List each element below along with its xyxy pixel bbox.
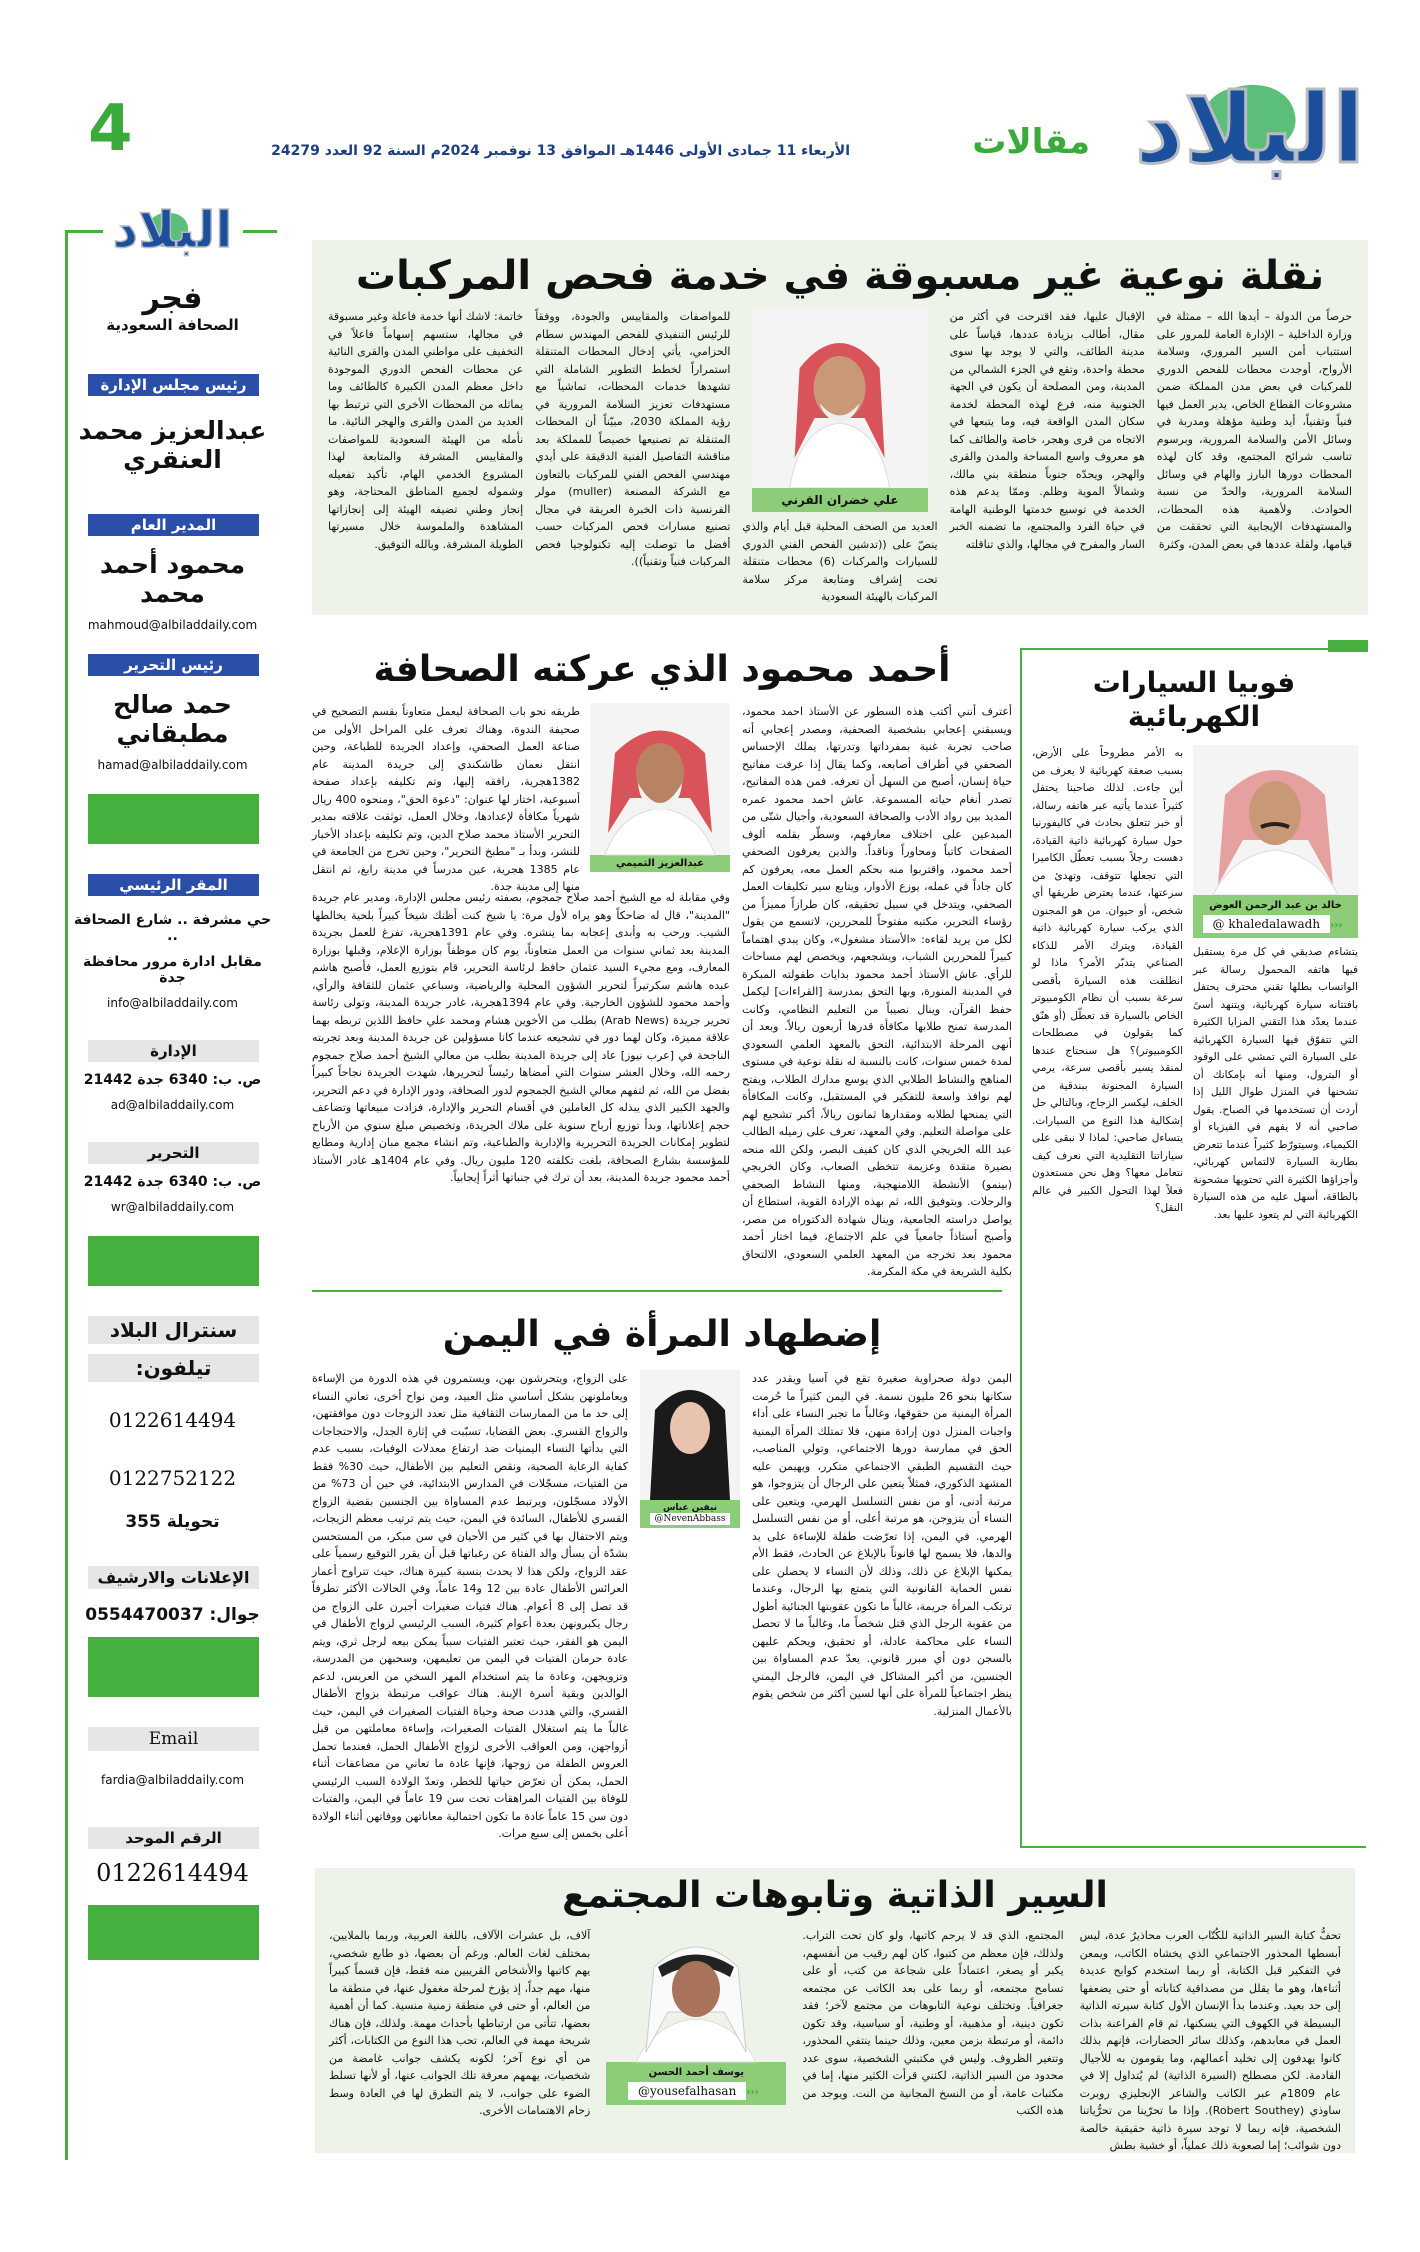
author-caption: عبدالعزيز التميمي: [590, 855, 730, 872]
twitter-handle[interactable]: @ khaledalawadh: [1203, 915, 1331, 933]
logo-text: البلاد: [1134, 73, 1365, 185]
unified-number: 0122614494: [96, 1859, 249, 1887]
article-column: طريقه نحو باب الصحافة ليعمل متعاوناً بقسم التصحيح في صحيفة الندوة، وهناك تعرف على المراحل الأولى من صناعة العمل الصحفي، وإعداد الجريدة للطباعة، وحين انتقل نعمان طاشكندي إلى جريدة المدينة عام 1382هجرية، رافقه إليها، وتم تكليفه بإعداد صفحة أسبوعية، اختار لها عنوان: "دعوة الحق"، ومنحوه 400 ريال شهرياً مكافأة لإعدادها، وخلال العمل، توثقت علاقته بمدير التحرير الأستاذ محمد صلاح الدين، وتم تكليفه بإعداد الأخبار للنشر، وبدأ بـ "مطبخ التحرير"، وحين تخرج من الجامعة في عام 1385 هجرية، عين مدرساً في مدينة رابغ، ثم انتقل منها إلى مدينة جدة.: [312, 705, 580, 894]
article-column: الإقبال عليها، فقد اقترحت في أكثر من مقال، أطالب بزيادة عددها، قياساً على مدينة الطائف، والتي لا يوجد بها سوى محطة واحدة، وتقع في الجزء الشمالي من المدينة، ومن المصلحة أن يكون في الجهة الجنوبية منه، فرع لهذه المحطة لخدمة سكان المدن الواقعة فيه، وما يتبعها في الاتجاه من قرى وهجر، خاصة والطائف كما هو معروف واسع المساحة والمدن والقرى والهجر، ويحدّه جنوباً منطقة بني مالك، وشمالاً الموية وظلم. وممّا يدعم هذه الخدمة في توسيع خدمتها الوطنية الهامة في حياة الفرد والمجتمع، ما تضمنه الخبر السار والمفرح في مجالها، والذي تناقلته: [949, 310, 1145, 551]
section-divider: [312, 1290, 1002, 1292]
divider-bar: [88, 1905, 259, 1960]
author-photo: [752, 308, 927, 488]
central-label: سنترال البلاد: [88, 1316, 259, 1344]
author-name: نيفين عباس: [662, 1503, 718, 1514]
phone-label: تيلفون:: [88, 1354, 259, 1382]
author-photo: [606, 1927, 786, 2062]
corner-accent: [1328, 640, 1368, 652]
article-ev-phobia: [1020, 648, 1366, 1848]
tagline: فجر: [142, 281, 203, 316]
portrait-icon: [1193, 745, 1358, 895]
article-memoirs: [315, 1868, 1355, 2153]
article-yemen-women: [312, 1305, 1012, 1850]
editor-email[interactable]: hamad@albiladdaily.com: [97, 758, 248, 772]
author-caption: [640, 1500, 740, 1528]
extension: تحويلة 355: [125, 1512, 220, 1532]
sidebar-logo: [103, 201, 243, 275]
admin-email[interactable]: ad@albiladdaily.com: [110, 1098, 235, 1112]
portrait-icon: [606, 1927, 786, 2062]
admin-label: الإدارة: [88, 1040, 259, 1062]
article-column: وفي مقابلة له مع الشيخ أحمد صلاح جمجوم، بصفته رئيس مجلس الإدارة، ومدير عام جريدة "المدينة"، قال له ضاحكاً وهو يراه لأول مرة: يا شيخ كنت أظنك شيخاً كبيراً بلحية يخالطها الشيب. ورحب به وأبدى إعجابه بما ينشره. وفي عام 1391هجرية، تفرغ للعمل بجريدة المدينة بعد ثماني سنوات من العمل متعاوناً، يوم كان موظفاً بوزارة الإعلام، وقبلها بوزارة المعارف، ومع مجيء السيد عثمان حافظ لرئاسة التحرير، قام بتوزيع العمل، فأصبح هاشم عبده هاشم سكرتيراً لتحرير الشؤون المحلية والرياضية، وسباعي عثمان للثقافة والرأي، وأحمد محمود للشؤون الخارجية. وفي عام 1394هجرية، غادر جريدة المدينة، وتولى رئاسة تحرير جريدة (Arab News) بطلب من الأخوين هشام ومحمد علي حافظ اللذين تربطه بهما علاقة مميزة، وكان لهما دور في تشجيعه عندما كانا مسؤولين عن جريدة المدينة وبعد تجربته الناجحة في [عرب نيوز] عاد إلى جريدة المدينة بطلب من معالي الشيخ أحمد صلاح جمجوم رحمه الله، وخلال العشر سنوات التي أمضاها رئيساً لتحريرها، شهدت الجريدة نجاحاً كبيراً بفضل من الله، ثم لتفهم معالي الشيخ الجمجوم لدور الصحافة، ودور الإدارة في دعم التحرير، والجهد الكبير الذي يبذله كل العاملين في أقسام التحرير والإدارة، فزادت مبيعاتها وتضاعف حجم إعلاناتها، وبدأ توزيع أرباح سنوية على ملاك الجريدة، وتخصيص مبلغ سنوي من الأرباح لتطوير إمكانات الجريدة التحريرية والإدارية والطباعية، وتم انشاء مجمع مبان إدارية ومطابع للمؤسسة بشارع الصحافة، بلغت تكلفته 120 مليون ريال. وفي عام 1404هـ غادر الأستاذ أحمد محمود جريدة المدينة، بعد أن ترك في جنباتها أثراً إيجابياً.: [312, 891, 730, 1185]
article-headline: إضطهاد المرأة في اليمن: [442, 1314, 882, 1355]
ads-mobile: جوال: 0554470037: [85, 1605, 260, 1625]
author-photo-block: [590, 703, 730, 883]
article-headline: السِير الذاتية وتابوهات المجتمع: [562, 1875, 1108, 1916]
editor-name: حمد صالح مطبقاني: [113, 690, 232, 748]
author-photo-block: [606, 1927, 786, 2145]
article-headline: أحمد محمود الذي عركته الصحافة: [373, 649, 951, 690]
author-name: خالد بن عبد الرحمن العوض: [1209, 900, 1342, 912]
email-label: Email: [88, 1727, 259, 1751]
author-caption: [1193, 895, 1358, 938]
author-photo: [590, 703, 730, 855]
hq-label: المقر الرئيسي: [88, 874, 259, 896]
admin-pobox: ص. ب: 6340 جدة 21442: [83, 1072, 262, 1088]
editor-label: رئيس التحرير: [88, 654, 259, 676]
article-column: حرصاً من الدولة – أيدها الله – ممثلة في وزارة الداخلية – الإدارة العامة للمرور على استتباب أمن السير المروري، وسلامة الأرواح، أوجدت محطات للفحص الدوري للمركبات في بعض مدن المملكة ضمن مشروعات القطاع الخاص، يدير العمل فيها فنياً وتقنياً، أيد وطنية مؤهلة ومدربة في وسائل الأمن والسلامة المرورية، وبرسوم تناسب شرائح المجتمع، وقد كان لهذه المحطات دورها البارز والهام في وسائل السلامة المرورية، والحدّ من نسبة الحوادث. ولأهمية هذه المحطات، والمستهدفات الإيجابية التي تحققت من قيامها، ولقلة عددها في بعض المدن، وكثرة: [1156, 310, 1352, 551]
author-caption: [606, 2062, 786, 2105]
author-photo: [1193, 745, 1358, 895]
article-ahmed-mahmoud: [312, 640, 1012, 1279]
article-column: العديد من الصحف المحلية قبل أيام والذي ينصّ على ((تدشين الفحص الفني الدوري للسيارات والمركبات (6) محطات متنقلة تحت إشراف ومتابعة مركز سلامة المركبات بالهيئة السعودية: [742, 520, 938, 603]
sidebar-logo-text: البلاد: [112, 201, 233, 259]
article-column: به الأمر مطروحاً على الأرض، بسبب صعقة كهربائية لا يعرف من أين جاءت. لذلك صاحبنا يحتفل كثيراً عندما يأتيه عبر هاتفه رسالة، أو خبر تتعلق بحادث في كاليفورنيا حول سيارة كهربائية ذاتية القيادة، دهست رجلاً بسبب تعطّل الكاميرا التي تجعلها تتوقف، وتهدئ من سرعتها، عندما يعترض طريقها أي شخص، أو حيوان. من هو المجنون الذي يركب سيارة كهربائية ذاتية القيادة، ويترك الأمر للذكاء الصناعي يتدبّر الأمر؟ ماذا لو انطلقت هذه السيارة بأقصى سرعة بسبب أن نظام الكومبيوتر الخاص بالسيارة قد تعطّل (أو هنّق كما يقولون في مصطلحات الكومبيوتر)؟ هل سنحتاج عندها لمنقذ يسير بأقصى سرعة، يرمي السيارة المجنونة ببندقية من الخلف، ليكسر الزجاج، وبالتالي حل إشكالية هذا النوع من السيارات. يتساءل صاحبي: لماذا لا نبقى على سياراتنا التقليدية التي نعرف كيف نتعامل معها؟ وهل نحن مستعدون فعلاً لهذا التحول الكبير في عالم النقل؟: [1032, 747, 1183, 1215]
article-column: خاتمة: لاشك أنها خدمة فاعلة وغير مسبوقة في مجالها، ستسهم إسهاماً فاعلاً في التخفيف على مواطني المدن والقرى النائية عن محطات الفحص الدوري الموجودة داخل معظم المدن الكبيرة كالطائف وما يماثله من المحطات الأخرى التي ترتبط بها العديد من المدن والقرى والهجر النائية. ما نأمله من الهيئة السعودية للمواصفات والمقاييس المشرفة والمتابعة لهذا المشروع الخدمي الهام، تأكيد تفعيله وشموله لجميع المناطق المحتاجة، وهو إنجاز وطني تضيفه الهيئة إلى إنجازاتها المشاهدة والملموسة خلال مسيرتها الطويلة المشرفة. وبالله التوفيق.: [327, 310, 524, 551]
fardia-email[interactable]: fardia@albiladdaily.com: [100, 1773, 245, 1787]
gm-label: المدير العام: [88, 514, 259, 536]
article-column: أعترف أنني أكتب هذه السطور عن الأستاذ احمد محمود، ويسبقني إعجابي بشخصية الصحفية، ومصدر إعجابي أنه صاحب تجربة غنية بمفرداتها وتدرتها، يملك الإحساس الصحفي في أطراف أصابعه، وكما يقال إذا عرفت مفاتيح حياة إنسان، أصبح من السهل أن تعرفه. فمن هذه المفاتيح، تصدر أنغام حياته المسموعة. عاش احمد محمود عمره المديد بين رواد الأدب والصحافة السعودية، وأجيال شتّى من المبدعين على اختلاف معارفهم، وسطّر بقلمه ألوف الصفحات كاتباً ومحاوراً وناقداً. والذين يعرفون الصحفي أحمد محمود، واقتربوا منه بحكم العمل معه، يعرفون كم كان جاداً في عمله، يوزع الأدوار، ويتابع سير تكليفات العمل الصحفي، ويتدخل في سبيل تحقيقه، كان طرازاً مميزاً من رؤساء التحرير، مكتبه مفتوحاً للمحررين، لاتسمع من يقول لكل من يريد لقاءه: «الأستاذ مشغول»، وكان يبدي اهتماماً كبيراً للمحررين الشباب، ويشجعهم، ويخصص لهم مساحات للرأي. عاش الأستاذ أحمد محمود بدايات طفولته المبكرة في المدينة المنورة، وبها التحق بمدرسة [القراءات] ليكمل حفظ القرآن، وينال نصيباً من التعليم النظامي، وكانت المدرسة تمنح طلابها مكافأة قدرها أربعون ريالاً. وبعد أن أنهى المرحلة الابتدائية، التحق بالمعهد العلمي السعودي لمدة خمس سنوات، كانت بالنسبة له نقلة نوعية في مستوى المناهج والنشاط الطلابي الذي يوسع مدارك الطلاب، ويفتح لهم نوافذ واسعة للتفكير في المستقبل، وكانت المكافأة التي يمنحها لطلابه ومقدارها ثمانون ريالاً، أكبر تشجيع لهم على مواصلة التعليم. وفي المعهد، تعرف على زميله الطالب عبد الله الخريجي الذي كان كفيف البصر، ولكن الله منحه بصيرة متقدة وعزيمة تتخطى الصعاب، وكان الخريجي (بينمو) الأنشطة اللامنهجية، ومنها النشاط الصحفي والرحلات. وبتوفيق الله، ثم بهذه الإرادة القوية، استطاع أن يواصل دراسته الجامعية، وينال شهادة الدكتوراه من مصر، وأصبح أستاذاً جامعياً في علم الاجتماع، فيما اختار أحمد محمود بعد تخرجه من المعهد العلمي السعودي، الالتحاق بكلية الشريعة في مكة المكرمة.: [742, 705, 1012, 1279]
article-column: للمواصفات والمقاييس والجودة، ووفقاً للرئيس التنفيذي للفحص المهندس سطام الحزامي، يأتي إدخال المحطات المتنقلة استمراراً لخطط التطوير الشاملة التي تشهدها خدمات المحطات، تماشياً مع مستهدفات تعزيز السلامة المرورية في رؤية المملكة 2030، مبيّناً أن المحطات المتنقلة تم تصنيعها خصيصاً للمملكة بعد مناقشة التفاصيل الفنية الدقيقة على أيدي مهندسي الفحص الفني للمركبات بالتعاون مع الشركة المصنعة (muller) مولر الفرنسية ذات الخبرة العريقة في مجال تصنيع مسارات فحص المركبات حسب أفضل ما توصلت إليه تكنولوجيا فحص المركبات فنياً وتقنياً)).: [535, 310, 731, 568]
article-column: تحفُّ كتابة السير الذاتية للكُتّاب العرب محاذيرُ عدة، ليس أبسطها المحذور الاجتماعي الذي يخشاه الكاتب، ويمعن في التفكير قبل الكتابة، أو ربما استخدم كوابح عديدة أثناءها، وهو ما يقلل من مصداقية كتاباته أو حتى يضعفها إلى حد بعيد. وعندما بدأ الإنسان الأول كتابة سيرته الذاتية البسيطة في الكهوف التي يسكنها، ثم قام الفراعنة بذات العمل في معابدهم، وكذلك سائر الحضارات، فإنهم بذلك كانوا يهدفون إلى تخليد أعمالهم، وما يقومون به للأجيال القادمة. لكن مصطلح (السيرة الذاتية) لم يُتداول إلا في عام 1809م عبر الكاتب والشاعر الإنجليزي روبرت ساوذي (Robert Southey). وإذا ما تحرّينا من تحرُّياتنا الشخصية، فإنه ربما لا توجد سيرة ذاتية حقيقية خالصة دون شوائب؛ إما لصعوبة ذلك عملياً، أو خشية بطش: [1079, 1929, 1342, 2153]
author-caption: علي خضران القرني: [752, 488, 927, 512]
info-email[interactable]: info@albiladdaily.com: [107, 996, 238, 1010]
phone-1: 0122614494: [108, 1408, 237, 1432]
masthead-sidebar: [65, 201, 277, 2160]
editorial-pobox: ص. ب: 6340 جدة 21442: [83, 1174, 262, 1190]
tagline-sub: الصحافة السعودية: [106, 316, 239, 334]
hq-address-2: مقابل ادارة مرور محافظة جدة: [83, 954, 262, 986]
author-photo: [640, 1370, 740, 1500]
editorial-email[interactable]: wr@albiladdaily.com: [110, 1200, 235, 1214]
divider-bar: [88, 794, 259, 844]
article-column: المجتمع، الذي قد لا يرحم كاتبها، ولو كان تحت التراب. ولذلك، فإن معظم من كتبوا، كان لهم رقيب من أنفسهم، يكبر أو يصغر، اعتماداً على شجاعة من كتب، أو على تسامح مجتمعه، أو ربما على بعد الكاتب عن مجتمعه جغرافياً. وتختلف نوعية التابوهات من مجتمع لآخر؛ فقد تكون دينية، أو مذهبية، أو وطنية، أو سياسية، وقد تكون دائمة، أو مرتبطة بزمن معين، وذلك حينما ينتفي المحذور، وتتغير الظروف. وليس في مكتبتي الشخصية، سوى عدد محدود من السير الذاتية، لكنني قرأت الكثير منها، إما في مكتبات عامة، أو من النسخ المجانية من النت. ويوجد من هذه الكتب: [802, 1929, 1064, 2118]
chevron-icon: ‹‹‹: [746, 2087, 759, 2099]
divider-bar: [88, 1637, 259, 1697]
portrait-icon: [752, 308, 927, 488]
chairman-name: عبدالعزيز محمد العنقري: [78, 416, 267, 474]
article-column: يتشاءم صديقي في كل مرة يستقبل فيها هاتفه المحمول رسالة عبر الواتساب بطلها تقني محترف يحتفل بافتتانه سيارة كهربائية، ويتنهد أسىً عندما يعدّد هذا التقني المزايا الكثيرة التي تتفوّق فيها السيارة الكهربائية على السيارة التي تمشي على الوقود أو البترول، ومنها أنه بإمكانك أن تشحنها في المنزل طوال الليل إذا أردت أن تستخدمها في الصباح. يقول صاحبي أنه لا يفهم في الفيزياء أو الكيمياء، وسيتورّط كثيراً عندما تتعرض بطارية السيارة لالتماس كهربائي، وأجزاؤها الكثيرة التي تحتويها مشحونة بالطاقة، أسهل عليه من هذه السيارة الكهربائية التي لم يتعود عليها بعد.: [1193, 946, 1358, 1221]
portrait-icon: [640, 1370, 740, 1500]
ads-label: الإعلانات والارشيف: [88, 1566, 259, 1589]
author-photo-block: [640, 1370, 740, 1840]
twitter-handle[interactable]: @yousefalhasan: [628, 2082, 746, 2100]
chevron-icon: ‹‹‹: [1330, 920, 1343, 932]
article-column: على الزواج، ويتحرشون بهن، ويستمرون في هذه الدورة من الإساءة ويعاملونهن بشكل أساسي مثل العبيد، ومن نواح أخرى، تعاني النساء إلى حد ما من الممارسات الثقافية مثل تعدد الزوجات دون موافقتهن، والزواج القسري. بعض القضايا، تسبّبت في إثارة الجدل، والاحتجاجات التي بدأتها النساء اليمنيات ضد ارتفاع معدلات الوفيات، بسبب عدم كفاية الرعاية الصحية، ونقص التعليم بين الأطفال، حيث 30% فقط من الفتيات، مسجّلات في المدارس الابتدائية، في حين أن 73% من الأولاد مسجّلون، ويرتبط عدم المساواة بين الجنسين بقضية الزواج القسري للأطفال، السائدة في اليمن، حيث يتم ترتيب معظم الزيجات، ويتم الاحتفال بها في كثير من الأحيان في سن مبكر، من المستحسن بشدّة أن يسأل والد الفتاة عن رغباتها قبل أن يقرر التوقيع رسمياً على عقد الزواج، ولكن هذا لا يحدث بنسبة كبيرة هناك، حيث تتراوح أعمار العرائس الأطفال عادة بين 12 و14 عاماً، وفي الحالات الأكثر تطرفاً قد تصل إلى 8 أعوام. هناك فتيات صغيرات أجبرن على الزواج من رجال يكبرونهن بعدة أعوام كثيرة، السبب الرئيسي لزواج الأطفال في اليمن هو الفقر، حيث تعتبر الفتيات سبباً يمكن بيعه لرجل ثري، ويتم عادة حرمان الفتيات في اليمن من تعليمهن، وسحبهن من المدرسة، وتزويجهن، وعادة ما يتم استخدام المهر السخي من العريس، لدعم الوالدين وبقية أسرة الإبنة. هناك عواقب مرتبطة بزواج الأطفال القسري، والتي هددت صحة وحياة الفتيات الصغيرات في اليمن، حيث غالباً ما يتم استغلال الفتيات الصغيرات، وإساءة معاملتهن من قبل أزواجهن، ومن العواقب الأخرى لزواج الأطفال الحمل، فعندما تحمل العروس الطفلة من زوجها، فإنها عادة ما تعاني من مضاعفات أثناء الحمل، يمكن أن تعرّض حياتها للخطر، وتعدّ الولادة السبب الرئيسي للوفاة بين الفتيات المراهقات تحت سن 19 عاماً في اليمن، والفتيات دون سن 15 عاماً عادة ما تكون احتمالية معاناتهن ووفاتهن أثناء الولادة أعلى بخمس إلى سبع مرات.: [312, 1372, 629, 1841]
article-headline: فوبيا السيارات الكهربائية: [1092, 666, 1296, 733]
article-column: آلاف، بل عشرات الآلاف، باللغة العربية، وربما بالملايين، بمختلف لغات العالم. ورغم أن بعضها، ذو طابع شخصي، يهم كاتبها والأشخاص القريبين منه فقط، فإن قسماً كبيراً منها، مهم جداً، إذ يؤرخ لمرحلة مغفول عنها، في منطقة ما من العالم، أو حتى في منطقة زمنية منسية. كما أن أهمية بعضها، تتأتى من ارتباطها بأحداث مهمة. ولذلك، فإن هناك شريحة مهمة في العالم، تحب هذا النوع من الكتابات، أكثر من أي نوع آخر؛ لكونه يكشف جوانب غامضة من شخصيات، يهمهم معرفة تلك الجوانب عنها، أو لأنها تسلط الضوء على جوانب، لا يتم التطرق لها في العادة وسط زحام الاهتمامات الأخرى.: [329, 1929, 591, 2118]
twitter-handle[interactable]: @NevenAbbass: [650, 1513, 729, 1525]
article-vehicle-inspection: [312, 240, 1368, 615]
portrait-icon: [590, 703, 730, 855]
article-column: اليمن دولة صحراوية صغيرة تقع في آسيا ويقدر عدد سكانها بنحو 26 مليون نسمة. في اليمن كثيراً ما حُرمت المرأة اليمنية من حقوقها، وغالباً ما تجبر النساء على أداء واجبات المنزل دون إرادة منهن، فلا تمتلك المرأة اليمنية الحق في ممارسة دورها الاجتماعي، وتولي المناصب، حيث التقسيم الطبقي الاجتماعي متكرر، ويهيمن عليه المشهد الذكوري، فمثلاً يتعين على الرجال أن يتزوجوا، هو مرتبة أدنى، أو من نفس التسلسل الهرمي، ويتعين على النساء أن يتزوجن، هو مرتبة أعلى، أو من نفس التسلسل الهرمي. في اليمن، إذا تعرّضت طفلة للإساءة على يد والدها، فلا يسمح لها قانوناً بالإبلاغ عن الحادث، فقط الأم يمكنها الإبلاغ عن ذلك، وذلك لأن النساء لا يحصلن على نفس الحماية القانونية التي يتمتع بها الرجال، وعندما ترتكب المرأة جريمة، غالباً ما تكون عقوبتها الجنائية أطول من عقوبة الرجل الذي قتل شخصاً ما، وغالباً ما لا تحصل النساء على محاكمة عادلة، أو تحقيق، ويحكم عليهن بالسجن دون أي مبرر قانوني. يعدّ عدم المساواة بين الجنسين، من أكبر المشاكل في اليمن، فالرجل اليمني ينظر اجتماعياً للمرأة على أنها لسين أكثر من شخص يقوم بالأعمال المنزلية.: [752, 1372, 1012, 1718]
article-headline: نقلة نوعية غير مسبوقة في خدمة فحص المركبات: [355, 253, 1325, 299]
page-number: 4: [88, 92, 133, 166]
dateline: الأربعاء 11 جمادى الأولى 1446هـ الموافق 13 نوفمبر 2024م السنة 92 العدد 24279: [271, 143, 850, 159]
divider-bar: [88, 1236, 259, 1286]
phone-2: 0122752122: [108, 1466, 237, 1490]
gm-name: محمود أحمد محمد: [99, 550, 246, 608]
section-title: مقالات: [972, 122, 1090, 162]
hq-address-1: حي مشرفة .. شارع الصحافة ..: [73, 912, 272, 944]
gm-email[interactable]: mahmoud@albiladdaily.com: [87, 618, 258, 632]
author-name: يوسف أحمد الحسن: [648, 2067, 745, 2079]
editorial-label: التحرير: [88, 1142, 259, 1164]
chairman-label: رئيس مجلس الإدارة: [88, 374, 259, 396]
albilad-logo[interactable]: [1125, 73, 1365, 205]
unified-label: الرقم الموحد: [88, 1827, 259, 1849]
